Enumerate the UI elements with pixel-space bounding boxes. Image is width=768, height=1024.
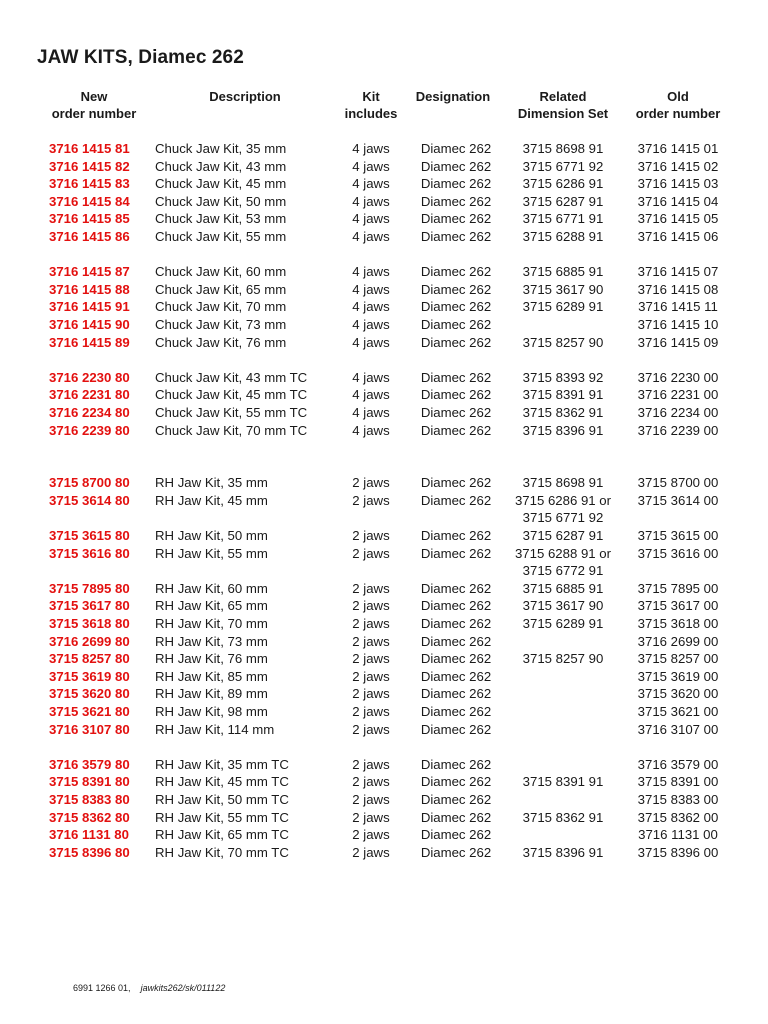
table-row (0, 580, 768, 598)
table-row (0, 791, 768, 809)
old-order-number-cell: 3716 2239 00 (637, 422, 719, 438)
kit-includes-cell: 4 jaws (352, 316, 390, 332)
footer-document-number: 6991 1266 01, (73, 983, 131, 993)
new-order-number-cell: 3715 8383 80 (49, 791, 130, 807)
designation-cell: Diamec 262 (420, 334, 492, 350)
table-row (0, 703, 768, 721)
designation-cell: Diamec 262 (420, 176, 492, 192)
old-order-number-cell: 3716 1415 06 (637, 228, 719, 244)
table-row (0, 773, 768, 791)
designation-cell: Diamec 262 (420, 633, 492, 649)
table-row (0, 316, 768, 334)
related-dimension-set-cell: 3715 8393 92 (522, 369, 604, 385)
description-cell: RH Jaw Kit, 70 mm TC (155, 844, 289, 860)
old-order-number-cell: 3715 8383 00 (637, 791, 719, 807)
section-spacer (0, 246, 768, 264)
related-dimension-set-cell: 3715 6289 91 (522, 299, 604, 315)
table-row (0, 562, 768, 580)
old-order-number-cell: 3715 8391 00 (637, 774, 719, 790)
table-row (0, 404, 768, 422)
old-order-number-cell: 3715 7895 00 (637, 580, 719, 596)
description-cell: RH Jaw Kit, 55 mm (155, 545, 268, 561)
designation-cell: Diamec 262 (420, 528, 492, 544)
table-row (0, 633, 768, 651)
designation-cell: Diamec 262 (420, 193, 492, 209)
kit-includes-cell: 2 jaws (352, 580, 390, 596)
related-dimension-set-cell: 3715 8391 91 (522, 387, 604, 403)
designation-cell: Diamec 262 (420, 228, 492, 244)
related-dimension-set-cell: 3715 6287 91 (522, 193, 604, 209)
kit-includes-cell: 4 jaws (352, 228, 390, 244)
related-dimension-set-cell: 3715 8391 91 (522, 774, 604, 790)
header-new-order-number (43, 88, 145, 122)
table-row (0, 140, 768, 158)
old-order-number-cell: 3716 1131 00 (638, 827, 718, 843)
designation-cell: Diamec 262 (420, 651, 492, 667)
related-dimension-set-cell: 3715 3617 90 (522, 281, 604, 297)
related-dimension-set-cell: 3715 6288 91 (522, 228, 604, 244)
table-row (0, 756, 768, 774)
related-dimension-set-cell: 3715 6771 92 (522, 510, 604, 526)
header-description-line1: Description (209, 89, 281, 104)
kit-includes-cell: 2 jaws (352, 545, 390, 561)
kit-includes-cell: 4 jaws (352, 299, 390, 315)
old-order-number-cell: 3715 3620 00 (637, 686, 719, 702)
new-order-number-cell: 3715 8391 80 (49, 774, 130, 790)
header-designation (406, 88, 500, 105)
new-order-number-cell: 3716 2231 80 (49, 387, 130, 403)
description-cell: RH Jaw Kit, 65 mm (155, 598, 268, 614)
description-cell: RH Jaw Kit, 35 mm (155, 475, 268, 491)
kit-includes-cell: 2 jaws (352, 686, 390, 702)
related-dimension-set-cell: 3715 6289 91 (522, 616, 604, 632)
designation-cell: Diamec 262 (420, 580, 492, 596)
table-row (0, 826, 768, 844)
related-dimension-set-cell: 3715 6772 91 (522, 563, 604, 579)
old-order-number-cell: 3716 1415 03 (637, 176, 719, 192)
section-spacer (0, 738, 768, 756)
description-cell: Chuck Jaw Kit, 43 mm TC (155, 369, 308, 385)
new-order-number-cell: 3716 2239 80 (49, 422, 130, 438)
new-order-number-cell: 3715 8396 80 (49, 844, 130, 860)
related-dimension-set-cell: 3715 3617 90 (522, 598, 604, 614)
old-order-number-cell: 3715 3619 00 (637, 668, 719, 684)
related-dimension-set-cell: 3715 6286 91 (522, 176, 604, 192)
new-order-number-cell: 3715 3620 80 (49, 686, 130, 702)
related-dimension-set-cell: 3715 6771 91 (522, 211, 604, 227)
kit-includes-cell: 2 jaws (352, 844, 390, 860)
section-spacer (0, 439, 768, 474)
old-order-number-cell: 3716 2699 00 (637, 633, 719, 649)
kit-includes-cell: 4 jaws (352, 404, 390, 420)
designation-cell: Diamec 262 (420, 721, 492, 737)
kit-includes-cell: 2 jaws (352, 827, 390, 843)
old-order-number-cell: 3715 3617 00 (637, 598, 719, 614)
kit-includes-cell: 4 jaws (352, 387, 390, 403)
table-row (0, 650, 768, 668)
table-row (0, 615, 768, 633)
new-order-number-cell: 3716 1415 81 (49, 141, 130, 156)
kit-includes-cell: 2 jaws (352, 756, 390, 772)
kit-includes-cell: 4 jaws (352, 264, 390, 280)
new-order-number-cell: 3715 3618 80 (49, 616, 130, 632)
new-order-number-cell: 3715 8700 80 (49, 475, 130, 491)
designation-cell: Diamec 262 (420, 387, 492, 403)
header-old-line2: order number (635, 106, 721, 121)
kit-includes-cell: 2 jaws (352, 704, 390, 719)
new-order-number-cell: 3716 2234 80 (49, 404, 130, 420)
new-order-number-cell: 3716 1415 85 (49, 211, 130, 227)
kit-includes-cell: 4 jaws (352, 211, 390, 227)
new-order-number-cell: 3715 3616 80 (49, 545, 130, 561)
designation-cell: Diamec 262 (420, 422, 492, 438)
related-dimension-set-cell: 3715 6771 92 (522, 158, 604, 174)
new-order-number-cell: 3716 3579 80 (49, 756, 130, 772)
new-order-number-cell: 3716 1415 89 (49, 334, 130, 350)
designation-cell: Diamec 262 (420, 211, 492, 227)
designation-cell: Diamec 262 (420, 756, 492, 772)
new-order-number-cell: 3716 1415 82 (49, 158, 130, 174)
kit-includes-cell: 2 jaws (352, 651, 390, 667)
old-order-number-cell: 3716 1415 05 (637, 211, 719, 227)
header-related-dimension-set (503, 88, 623, 122)
related-dimension-set-cell: 3715 8257 90 (522, 651, 604, 667)
designation-cell: Diamec 262 (420, 281, 492, 297)
related-dimension-set-cell: 3715 8698 91 (522, 141, 604, 156)
jaw-kit-table (0, 140, 768, 861)
table-row (0, 685, 768, 703)
description-cell: RH Jaw Kit, 60 mm (155, 580, 268, 596)
designation-cell: Diamec 262 (420, 704, 492, 719)
header-description (180, 88, 310, 105)
table-row (0, 422, 768, 440)
kit-includes-cell: 2 jaws (352, 492, 390, 508)
new-order-number-cell: 3715 7895 80 (49, 580, 130, 596)
old-order-number-cell: 3715 3621 00 (637, 704, 719, 719)
new-order-number-cell: 3715 8362 80 (49, 809, 130, 825)
related-dimension-set-cell: 3715 8257 90 (522, 334, 604, 350)
kit-includes-cell: 4 jaws (352, 334, 390, 350)
kit-includes-cell: 4 jaws (352, 369, 390, 385)
related-dimension-set-cell: 3715 6885 91 (522, 264, 604, 280)
old-order-number-cell: 3716 1415 04 (637, 193, 719, 209)
description-cell: Chuck Jaw Kit, 50 mm (155, 193, 287, 209)
table-row (0, 175, 768, 193)
new-order-number-cell: 3716 1415 83 (49, 176, 130, 192)
old-order-number-cell: 3716 1415 02 (637, 158, 719, 174)
kit-includes-cell: 2 jaws (352, 633, 390, 649)
table-row (0, 228, 768, 246)
new-order-number-cell: 3715 8257 80 (49, 651, 130, 667)
table-row (0, 492, 768, 510)
designation-cell: Diamec 262 (420, 299, 492, 315)
old-order-number-cell: 3715 8396 00 (637, 844, 719, 860)
related-dimension-set-cell: 3715 6288 91 or (514, 545, 612, 561)
new-order-number-cell: 3716 2699 80 (49, 633, 130, 649)
table-row (0, 721, 768, 739)
table-row (0, 298, 768, 316)
header-designation-line1: Designation (415, 89, 491, 104)
description-cell: RH Jaw Kit, 85 mm (155, 668, 268, 684)
designation-cell: Diamec 262 (420, 158, 492, 174)
old-order-number-cell: 3715 3615 00 (637, 528, 719, 544)
description-cell: RH Jaw Kit, 73 mm (155, 633, 268, 649)
kit-includes-cell: 4 jaws (352, 281, 390, 297)
old-order-number-cell: 3715 3618 00 (637, 616, 719, 632)
kit-includes-cell: 2 jaws (352, 809, 390, 825)
new-order-number-cell: 3715 3621 80 (49, 704, 130, 719)
new-order-number-cell: 3715 3619 80 (49, 668, 130, 684)
related-dimension-set-cell: 3715 8396 91 (522, 422, 604, 438)
table-row (0, 263, 768, 281)
description-cell: RH Jaw Kit, 114 mm (155, 721, 275, 737)
new-order-number-cell: 3716 1415 87 (49, 264, 130, 280)
new-order-number-cell: 3715 3615 80 (49, 528, 130, 544)
old-order-number-cell: 3715 3616 00 (637, 545, 719, 561)
description-cell: Chuck Jaw Kit, 73 mm (155, 316, 287, 332)
description-cell: RH Jaw Kit, 50 mm (155, 528, 268, 544)
table-row (0, 474, 768, 492)
description-cell: RH Jaw Kit, 65 mm TC (155, 827, 289, 843)
old-order-number-cell: 3715 8257 00 (637, 651, 719, 667)
designation-cell: Diamec 262 (420, 264, 492, 280)
kit-includes-cell: 2 jaws (352, 616, 390, 632)
designation-cell: Diamec 262 (420, 316, 492, 332)
old-order-number-cell: 3716 1415 01 (637, 141, 719, 156)
description-cell: Chuck Jaw Kit, 45 mm TC (155, 387, 308, 403)
description-cell: Chuck Jaw Kit, 76 mm (155, 334, 287, 350)
designation-cell: Diamec 262 (420, 141, 492, 156)
header-kit-includes (333, 88, 409, 122)
designation-cell: Diamec 262 (420, 369, 492, 385)
description-cell: Chuck Jaw Kit, 53 mm (155, 211, 287, 227)
header-old-order-number (622, 88, 734, 122)
description-cell: Chuck Jaw Kit, 60 mm (155, 264, 287, 280)
old-order-number-cell: 3716 1415 11 (638, 299, 718, 315)
table-row (0, 193, 768, 211)
new-order-number-cell: 3715 3614 80 (49, 492, 130, 508)
kit-includes-cell: 2 jaws (352, 791, 390, 807)
new-order-number-cell: 3716 1415 90 (49, 316, 130, 332)
kit-includes-cell: 2 jaws (352, 475, 390, 491)
table-row (0, 386, 768, 404)
header-related-line1: Related (539, 89, 587, 104)
kit-includes-cell: 2 jaws (352, 774, 390, 790)
kit-includes-cell: 4 jaws (352, 422, 390, 438)
kit-includes-cell: 4 jaws (352, 193, 390, 209)
table-row (0, 545, 768, 563)
related-dimension-set-cell: 3715 8396 91 (522, 844, 604, 860)
designation-cell: Diamec 262 (420, 492, 492, 508)
old-order-number-cell: 3715 3614 00 (637, 492, 719, 508)
table-row (0, 281, 768, 299)
page-title: JAW KITS, Diamec 262 (37, 47, 244, 68)
description-cell: Chuck Jaw Kit, 70 mm TC (155, 422, 308, 438)
kit-includes-cell: 2 jaws (352, 668, 390, 684)
description-cell: Chuck Jaw Kit, 55 mm TC (155, 404, 308, 420)
designation-cell: Diamec 262 (420, 598, 492, 614)
header-old-line1: Old (667, 89, 689, 104)
kit-includes-cell: 4 jaws (352, 141, 390, 156)
table-row (0, 334, 768, 352)
new-order-number-cell: 3716 1415 91 (49, 299, 130, 315)
designation-cell: Diamec 262 (420, 475, 492, 491)
old-order-number-cell: 3716 1415 09 (637, 334, 719, 350)
new-order-number-cell: 3716 1415 86 (49, 228, 130, 244)
designation-cell: Diamec 262 (420, 686, 492, 702)
description-cell: RH Jaw Kit, 89 mm (155, 686, 268, 702)
designation-cell: Diamec 262 (420, 791, 492, 807)
old-order-number-cell: 3715 8362 00 (637, 809, 719, 825)
header-kit-line2: includes (344, 106, 398, 121)
header-related-line2: Dimension Set (517, 106, 609, 121)
kit-includes-cell: 2 jaws (352, 528, 390, 544)
old-order-number-cell: 3715 8700 00 (637, 475, 719, 491)
description-cell: RH Jaw Kit, 55 mm TC (155, 809, 289, 825)
designation-cell: Diamec 262 (420, 545, 492, 561)
description-cell: Chuck Jaw Kit, 35 mm (155, 141, 287, 156)
new-order-number-cell: 3716 1415 88 (49, 281, 130, 297)
table-row (0, 597, 768, 615)
old-order-number-cell: 3716 2230 00 (637, 369, 719, 385)
table-row (0, 668, 768, 686)
related-dimension-set-cell: 3715 8698 91 (522, 475, 604, 491)
description-cell: Chuck Jaw Kit, 70 mm (155, 299, 287, 315)
table-row (0, 844, 768, 862)
kit-includes-cell: 4 jaws (352, 176, 390, 192)
related-dimension-set-cell: 3715 6286 91 or (514, 492, 612, 508)
description-cell: RH Jaw Kit, 45 mm TC (155, 774, 289, 790)
description-cell: RH Jaw Kit, 35 mm TC (155, 756, 289, 772)
related-dimension-set-cell: 3715 6287 91 (522, 528, 604, 544)
table-row (0, 210, 768, 228)
description-cell: RH Jaw Kit, 45 mm (155, 492, 268, 508)
related-dimension-set-cell: 3715 6885 91 (522, 580, 604, 596)
table-row (0, 158, 768, 176)
kit-includes-cell: 2 jaws (352, 598, 390, 614)
old-order-number-cell: 3716 1415 08 (637, 281, 719, 297)
header-new-line2: order number (51, 106, 137, 121)
description-cell: RH Jaw Kit, 98 mm (155, 704, 268, 719)
new-order-number-cell: 3716 2230 80 (49, 369, 130, 385)
designation-cell: Diamec 262 (420, 844, 492, 860)
old-order-number-cell: 3716 2234 00 (637, 404, 719, 420)
table-row (0, 509, 768, 527)
designation-cell: Diamec 262 (420, 809, 492, 825)
description-cell: Chuck Jaw Kit, 65 mm (155, 281, 287, 297)
designation-cell: Diamec 262 (420, 616, 492, 632)
section-spacer (0, 351, 768, 369)
old-order-number-cell: 3716 1415 10 (637, 316, 719, 332)
new-order-number-cell: 3716 1131 80 (49, 827, 129, 843)
new-order-number-cell: 3716 1415 84 (49, 193, 130, 209)
kit-includes-cell: 4 jaws (352, 158, 390, 174)
description-cell: Chuck Jaw Kit, 43 mm (155, 158, 287, 174)
designation-cell: Diamec 262 (420, 774, 492, 790)
description-cell: RH Jaw Kit, 76 mm (155, 651, 268, 667)
header-new-line1: New (80, 89, 108, 104)
old-order-number-cell: 3716 2231 00 (637, 387, 719, 403)
footer-reference: jawkits262/sk/011122 (140, 983, 226, 993)
description-cell: Chuck Jaw Kit, 55 mm (155, 228, 287, 244)
old-order-number-cell: 3716 3579 00 (637, 756, 719, 772)
new-order-number-cell: 3715 3617 80 (49, 598, 130, 614)
table-row (0, 809, 768, 827)
table-row (0, 369, 768, 387)
kit-includes-cell: 2 jaws (352, 721, 390, 737)
designation-cell: Diamec 262 (420, 827, 492, 843)
description-cell: Chuck Jaw Kit, 45 mm (155, 176, 287, 192)
table-row (0, 527, 768, 545)
description-cell: RH Jaw Kit, 50 mm TC (155, 791, 289, 807)
related-dimension-set-cell: 3715 8362 91 (522, 809, 604, 825)
designation-cell: Diamec 262 (420, 404, 492, 420)
related-dimension-set-cell: 3715 8362 91 (522, 404, 604, 420)
footer (73, 983, 225, 993)
header-kit-line1: Kit (362, 89, 380, 104)
designation-cell: Diamec 262 (420, 668, 492, 684)
description-cell: RH Jaw Kit, 70 mm (155, 616, 268, 632)
old-order-number-cell: 3716 3107 00 (637, 721, 719, 737)
old-order-number-cell: 3716 1415 07 (637, 264, 719, 280)
new-order-number-cell: 3716 3107 80 (49, 721, 130, 737)
